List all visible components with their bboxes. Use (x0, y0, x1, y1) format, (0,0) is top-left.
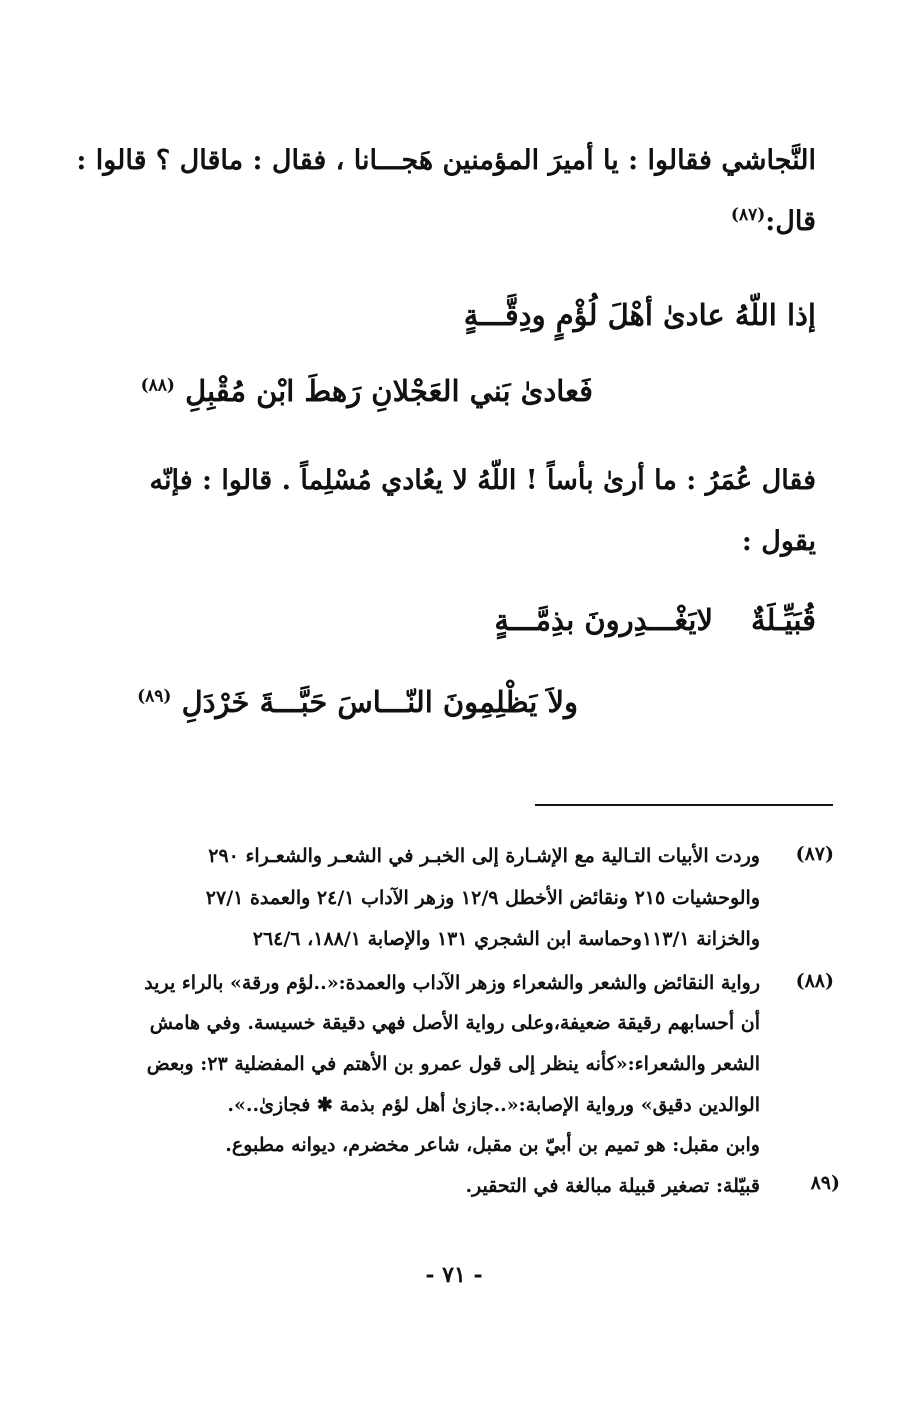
footnote-88-line-5: وابن مقبل: هو تميم بن أبيّ بن مقبل، شاعر مخضرم، ديوانه مطبوع. (225, 1134, 760, 1156)
footnote-ref-88: (٨٨) (140, 375, 175, 396)
footnote-87-line-3: والخزانة ١١٣/١وحماسة ابن الشجري ١٣١ والإصابة ١٨٨/١، ٢٦٤/٦ (252, 928, 760, 950)
footnote-89-line-1: قبيّلة: تصغير قبيلة مبالغة في التحقير. (465, 1175, 760, 1197)
footnote-87-number: (٨٧) (795, 843, 834, 865)
verse-1-hemistich-1: إذا اللّهُ عادىٰ أهْلَ لُؤْمٍ ودِقَّـــةٍ (463, 298, 816, 332)
footnote-89-number: (٨٩ (810, 1172, 840, 1194)
footnote-87-line-1: وردت الأبيات التـالية مع الإشـارة إلى الخبـر في الشعـر والشعـراء ٢٩٠ (208, 845, 760, 867)
verse-2-hemistich-2 (137, 685, 578, 719)
verse-2-hemistich-2-text: ولاَ يَظْلِمِونَ النّـــاسَ حَبَّـــةَ خَرْدَلِ (181, 685, 578, 719)
verse-2-word-1: قُبَيِّـلَةٌ (750, 603, 816, 637)
verse-1-hemistich-2 (141, 374, 593, 408)
footnote-88-line-1: رواية النقائض والشعر والشعراء وزهر الآداب والعمدة:«..لؤم ورقة» بالراء يريد (144, 972, 760, 994)
footnote-88-number: (٨٨) (795, 970, 834, 992)
paragraph-2-line-1: فقال عُمَرُ : ما أرىٰ بأساً ! اللّهُ لا يعُادي مُسْلِماً . قالوا : فإنّه (149, 465, 816, 496)
paragraph-1-line-1: النَّجاشي فقالوا : يا أميرَ المؤمنين هَجـــانا ، فقال : ماقال ؟ قالوا : (76, 145, 816, 176)
footnote-ref-87: (٨٧) (730, 205, 766, 225)
footnote-separator (535, 804, 833, 806)
paragraph-2-line-2: يقول : (741, 526, 816, 557)
footnote-87-line-2: والوحشيات ٢١٥ ونقائض الأخطل ١٢/٩ وزهر الآداب ٢٤/١ والعمدة ٢٧/١ (205, 887, 760, 909)
verse-2-hemistich-1 (494, 603, 816, 637)
footnote-88-line-2: أن أحسابهم رقيقة ضعيفة،وعلى رواية الأصل فهي دقيقة خسيسة. وفي هامش (149, 1012, 760, 1034)
paragraph-1-line-2-text: قال: (765, 206, 816, 237)
verse-2-word-2: لايَغْـــدِرونَ بذِمَّـــةٍ (494, 603, 713, 637)
footnote-88-line-4: الوالدين دقيق» ورواية الإصابة:«..جازىٰ أهل لؤم بذمة ✱ فجازىٰ..». (227, 1094, 760, 1116)
footnote-88-line-3: الشعر والشعراء:«كأنه ينظر إلى قول عمرو بن الأهتم في المفضلية ٢٣: وبعض (146, 1053, 760, 1075)
page-number: - ٧١ - (425, 1262, 483, 1288)
footnote-ref-89: (٨٩) (137, 686, 172, 707)
verse-1-hemistich-2-text: فَعادىٰ بَني العَجْلانِ رَهطَ ابْن مُقْبِلِ (185, 374, 593, 408)
paragraph-1-line-2 (731, 205, 816, 237)
